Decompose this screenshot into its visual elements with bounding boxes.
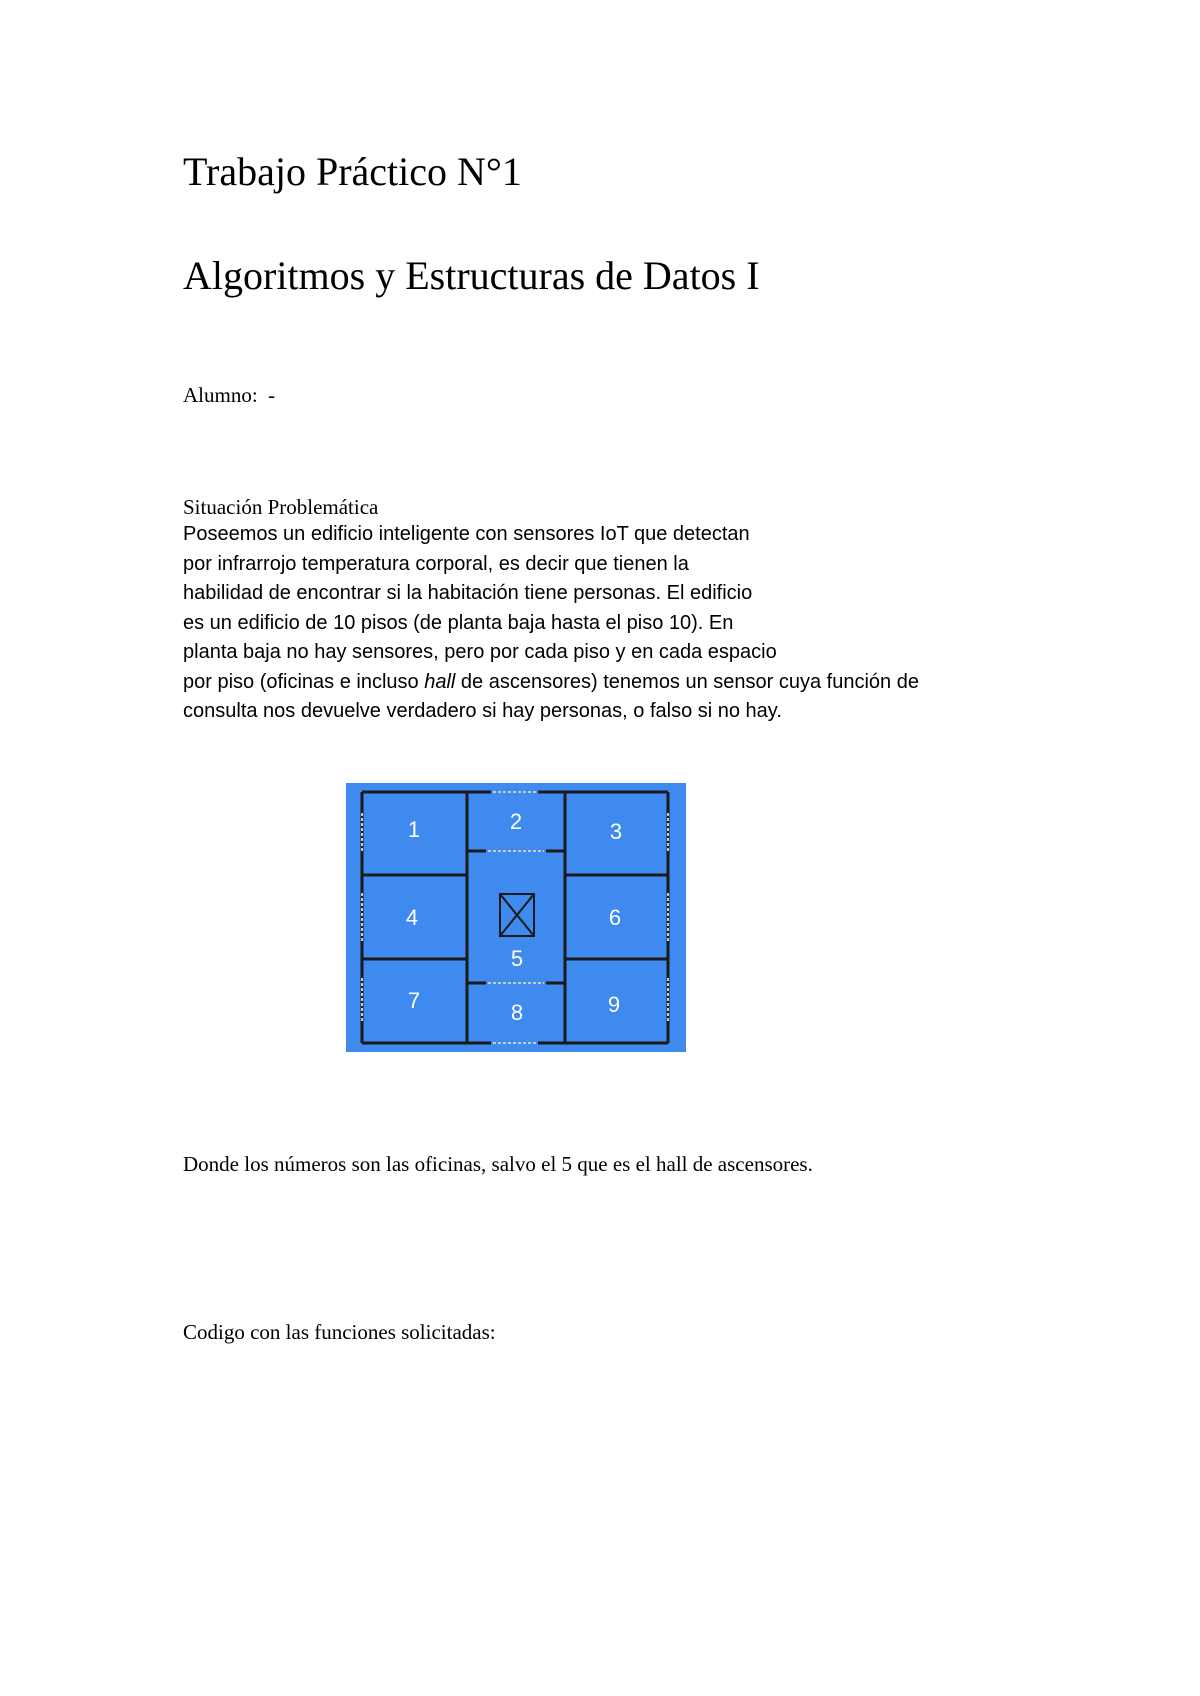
- student-value: -: [268, 383, 276, 407]
- room-label-8: 8: [510, 1000, 524, 1025]
- problem-line: Poseemos un edificio inteligente con sensores IoT que detectan: [183, 523, 750, 545]
- room-label-5: 5: [510, 946, 524, 971]
- room-label-3: 3: [609, 819, 623, 844]
- problem-line: es un edificio de 10 pisos (de planta baja hasta el piso 10). En: [183, 611, 734, 634]
- problem-line: habilidad de encontrar si la habitación tiene personas. El edificio: [183, 582, 753, 604]
- student-line: [183, 382, 275, 408]
- floor-plan-diagram: [346, 783, 686, 1052]
- room-label-4: 4: [405, 905, 419, 930]
- room-label-2: 2: [509, 809, 523, 834]
- section-heading: Situación Problemática: [183, 495, 379, 519]
- problem-line: por infrarrojo temperatura corporal, es decir que tienen la: [183, 552, 689, 575]
- problem-statement: [183, 520, 1043, 727]
- problem-line: [183, 668, 1043, 698]
- student-label: Alumno:: [183, 383, 258, 407]
- document-subtitle: Algoritmos y Estructuras de Datos I: [183, 253, 760, 298]
- room-label-1: 1: [407, 817, 421, 842]
- problem-line-tail: de ascensores) tenemos un sensor cuya función de: [455, 670, 919, 693]
- room-label-7: 7: [407, 988, 421, 1013]
- floor-plan-caption: Donde los números son las oficinas, salvo el 5 que es el hall de ascensores.: [183, 1152, 813, 1176]
- room-label-9: 9: [607, 992, 621, 1017]
- problem-line: planta baja no hay sensores, pero por cada piso y en cada espacio: [183, 641, 777, 663]
- italic-word-hall: hall: [424, 670, 456, 693]
- document-title: Trabajo Práctico N°1: [183, 149, 522, 194]
- code-heading: Codigo con las funciones solicitadas:: [183, 1320, 496, 1344]
- room-label-6: 6: [608, 905, 622, 930]
- problem-line-start: por piso (oficinas e incluso: [183, 670, 425, 693]
- problem-line: consulta nos devuelve verdadero si hay personas, o falso si no hay.: [183, 700, 782, 722]
